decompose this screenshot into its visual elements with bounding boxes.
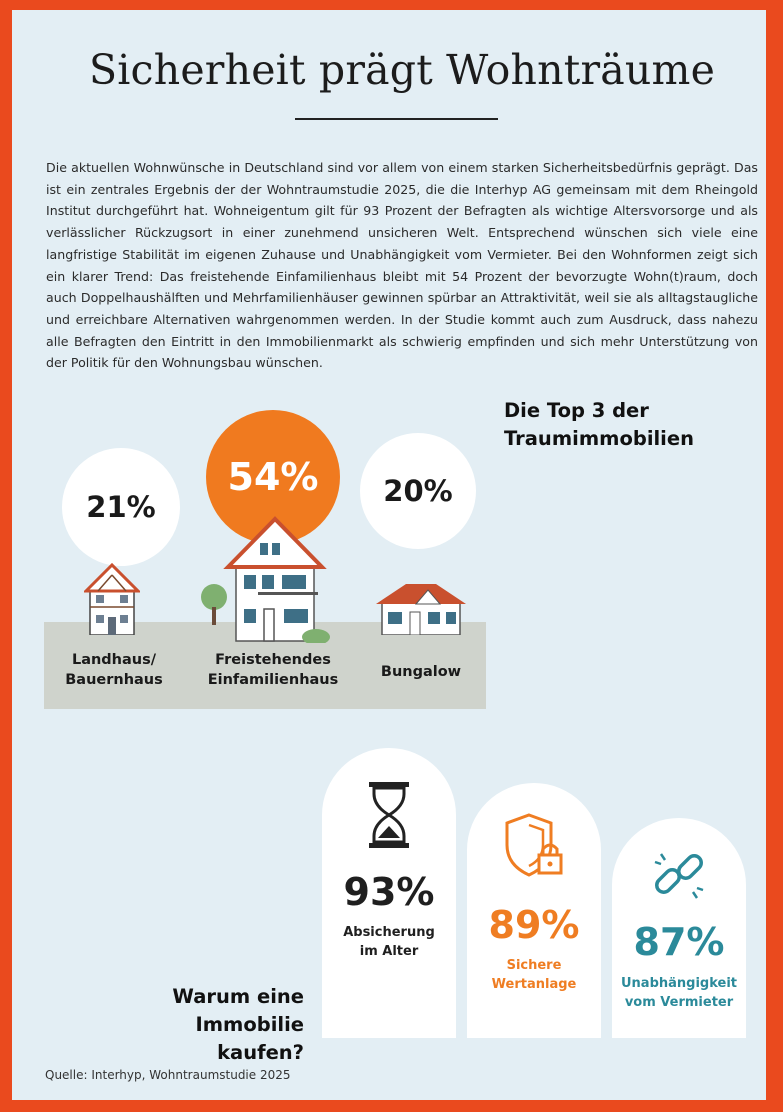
hourglass-icon xyxy=(366,780,412,850)
top3-heading-line2: Traumimmobilien xyxy=(504,427,694,450)
reason-card-wertanlage xyxy=(467,783,601,1038)
einfamilienhaus-house-icon xyxy=(200,513,330,643)
page-title: Sicherheit prägt Wohnträume xyxy=(88,46,716,94)
source-note: Quelle: Interhyp, Wohntraumstudie 2025 xyxy=(45,1068,291,1082)
reason-label-absicherung: Absicherung im Alter xyxy=(343,925,435,959)
reasons-heading xyxy=(104,983,304,1067)
broken-chain-icon xyxy=(649,846,709,906)
reason-percent-wertanlage: 89% xyxy=(488,903,580,947)
reason-label-wertanlage: Sichere Wertanlage xyxy=(491,958,577,992)
landhaus-house-icon xyxy=(84,563,140,635)
percent-circle-bungalow: 20% xyxy=(360,433,476,549)
shield-lock-icon xyxy=(501,811,567,881)
label-einfamilienhaus: Freistehendes Einfamilienhaus xyxy=(207,652,339,688)
reason-percent-unabhaengigkeit: 87% xyxy=(633,920,725,964)
percent-circle-einfamilienhaus: 54% xyxy=(206,410,340,544)
reason-card-absicherung xyxy=(322,748,456,1038)
top3-heading xyxy=(504,397,694,453)
page xyxy=(12,10,766,1100)
reason-card-unabhaengigkeit xyxy=(612,818,746,1038)
reasons-heading-line1: Warum eine xyxy=(172,985,304,1008)
intro-paragraph: Die aktuellen Wohnwünsche in Deutschland sind vor allem von einem starken Sicherheitsbedürfnis geprägt. Das ist ein zentrales Ergebnis der der Wohntraumstudie 2025, die die Interhyp AG gemeinsam mit dem Rheingold Institut durchgeführt hat. Wohneigentum gilt für 93 Prozent der Befragten als wichtige Altersvorsorge und als verlässlicher Rückzugsort in einer zunehmend unsicheren Welt. Entsprechend wünschen sich viele eine langfristige Stabilität im eigenen Zuhause und Unabhängigkeit vom Vermieter. Bei den Wohnformen zeigt sich ein klarer Trend: Das freistehende Einfamilienhaus bleibt mit 54 Prozent der bevorzugte Wohn(t)raum, doch auch Doppelhaushälften und Mehrfamilienhäuser gewinnen spürbar an Attraktivität, weil sie als alltagstaugliche und erreichbare Alternativen wahrgenommen werden. In der Studie kommt auch zum Ausdruck, dass nahezu alle Befragten den Eintritt in den Immobilienmarkt als schwierig empfinden und sich mehr Unterstützung von der Politik für den Wohnungsbau wünschen. xyxy=(46,160,758,371)
reason-label-unabhaengigkeit: Unabhängigkeit vom Vermieter xyxy=(620,976,738,1010)
title-divider xyxy=(295,118,498,120)
bungalow-house-icon xyxy=(376,580,466,635)
percent-circle-landhaus: 21% xyxy=(62,448,180,566)
label-bungalow: Bungalow xyxy=(380,664,462,680)
top3-heading-line1: Die Top 3 der xyxy=(504,399,649,422)
label-landhaus: Landhaus/ Bauernhaus xyxy=(65,652,163,688)
reasons-heading-line2: Immobilie kaufen? xyxy=(195,1013,304,1064)
reason-percent-absicherung: 93% xyxy=(343,870,435,914)
